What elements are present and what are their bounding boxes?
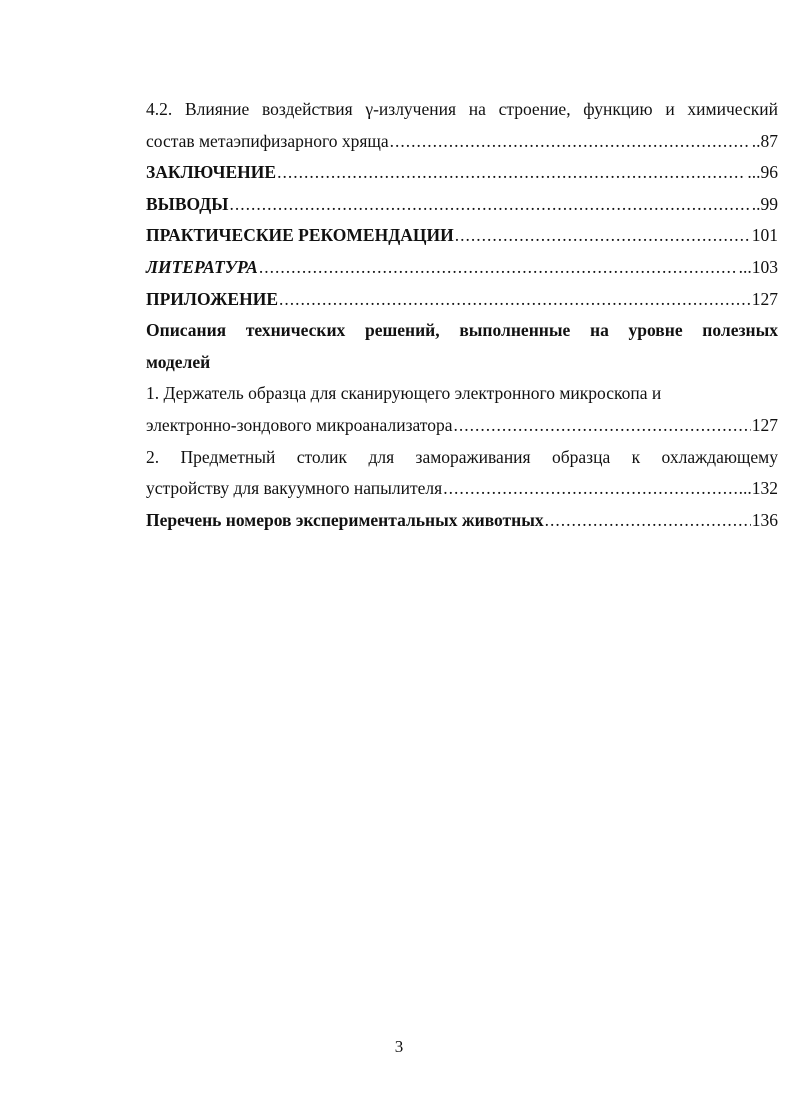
- toc-entry-4-2-title: состав метаэпифизарного хряща: [146, 130, 389, 151]
- toc-entry-appendix-page: 127: [751, 288, 778, 309]
- page-number: 3: [394, 1037, 404, 1056]
- leader-dots: [545, 505, 751, 537]
- toc-entry-animals: [146, 505, 778, 537]
- toc-entry-2-page: ...132: [738, 478, 778, 499]
- toc-entry-animals-page: 136: [751, 509, 778, 530]
- toc-entry-1-page: 127: [751, 414, 778, 435]
- toc-entry-findings-page: ..99: [751, 193, 778, 214]
- toc-entry-2-title: устройству для вакуумного напылителя: [146, 478, 443, 499]
- toc-entry-conclusion-page: ...96: [747, 162, 778, 183]
- appendix-subtitle-line1: Описания технических решений, выполненные на уровне полезных: [146, 320, 778, 341]
- toc-entry-2-line1: 2. Предметный столик для замораживания образца к охлаждающему: [146, 446, 778, 467]
- leader-dots: [279, 284, 751, 316]
- toc-entry-animals-title: Перечень номеров экспериментальных животных: [146, 509, 544, 530]
- appendix-subtitle-line2: моделей: [146, 351, 211, 372]
- toc-entry-appendix-title: ПРИЛОЖЕНИЕ: [146, 288, 279, 309]
- toc-entry-conclusion-title: ЗАКЛЮЧЕНИЕ: [146, 162, 277, 183]
- toc-entry-4-2-line2: [146, 126, 778, 158]
- toc-entry-1-line2: [146, 410, 778, 442]
- leader-dots: [259, 252, 738, 284]
- toc-entry-findings-title: ВЫВОДЫ: [146, 193, 229, 214]
- toc-entry-conclusion: [146, 157, 778, 189]
- toc-entry-recommendations: [146, 220, 778, 252]
- leader-dots: [277, 157, 746, 189]
- toc-entry-2-line2: [146, 473, 778, 505]
- toc-entry-4-2-page: ..87: [751, 130, 778, 151]
- toc-entry-literature: [146, 252, 778, 284]
- toc-entry-recommendations-title: ПРАКТИЧЕСКИЕ РЕКОМЕНДАЦИИ: [146, 225, 454, 246]
- leader-dots: [455, 220, 751, 252]
- toc-entry-1-title: электронно-зондового микроанализатора: [146, 414, 453, 435]
- leader-dots: [453, 410, 750, 442]
- leader-dots: [230, 189, 751, 221]
- leader-dots: [390, 126, 751, 158]
- toc-entry-4-2-line1: 4.2. Влияние воздействия γ-излучения на строение, функцию и химический: [146, 99, 778, 119]
- toc-entry-literature-page: ...103: [738, 256, 778, 277]
- toc-entry-1-line1: 1. Держатель образца для сканирующего электронного микроскопа и: [146, 383, 662, 404]
- leader-dots: [443, 473, 737, 505]
- toc-entry-recommendations-page: 101: [751, 225, 778, 246]
- toc-entry-appendix: [146, 284, 778, 316]
- toc-entry-findings: [146, 189, 778, 221]
- table-of-contents: [146, 94, 778, 536]
- toc-entry-literature-title: ЛИТЕРАТУРА: [146, 256, 258, 277]
